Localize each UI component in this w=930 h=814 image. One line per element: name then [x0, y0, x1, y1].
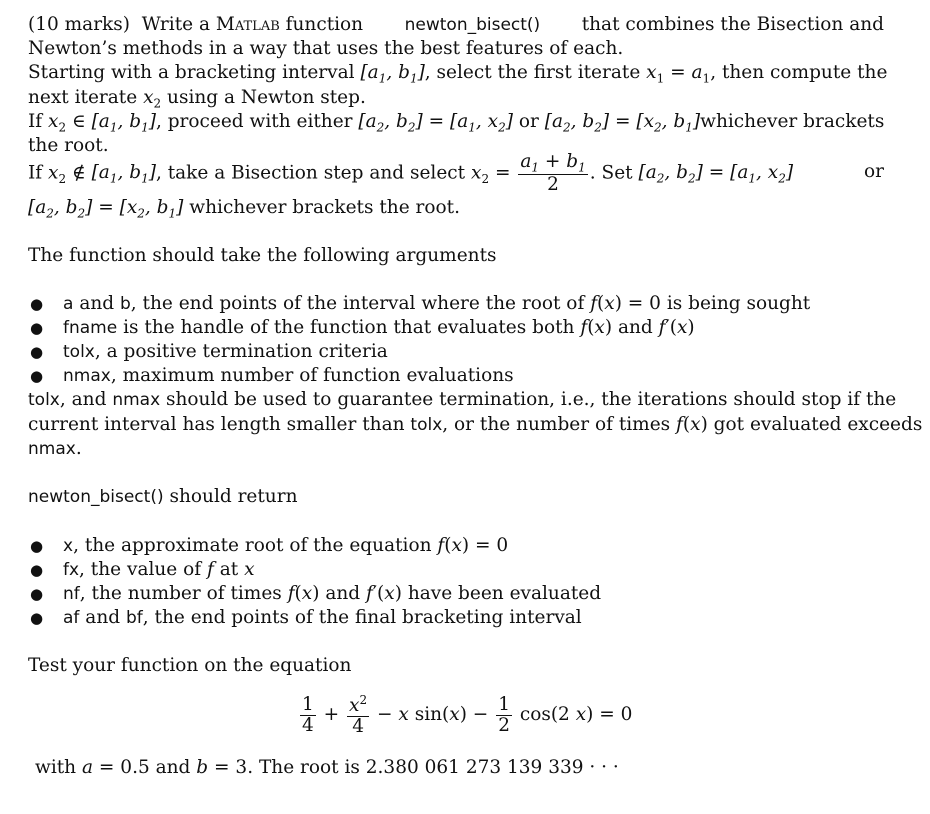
root-value: 2.380 061 273 139 339 [365, 757, 584, 778]
function-name: newton_bisect() [404, 15, 541, 35]
problem-line-8: [$a_2$, $b_2] = [x_2$, $b_1$] whichever brackets the root. [28, 197, 460, 221]
problem-line-1: (10 marks) Write a Matlab function newton_bisect() that combines the Bisection and [28, 14, 884, 35]
arg-item-fname: fname is the handle of the function that evaluates both f(x) and f′(x) [63, 317, 695, 338]
problem-line-5: If $x_2$ ∈ [$a_1$, $b_1$], proceed with either [$a_2$, $b_2] = [a_1$, $x_2$] or [$a_2$, $b_2] = [x_2$, $b_1$] whichever brackets [28, 111, 885, 135]
arg-item-a-b: a and b, the end points of the interval where the root of f(x) = 0 is being sought [63, 293, 811, 314]
termination-line-3: nmax. [28, 438, 82, 459]
bullet-icon: ● [30, 609, 44, 627]
matlab-word: Matlab [215, 14, 280, 35]
bullet-icon: ● [30, 537, 44, 555]
bullet-icon: ● [30, 585, 44, 603]
test-root-line: with a = 0.5 and b = 3. The root is 2.380 061 273 139 339 · · · [35, 757, 619, 778]
test-heading: Test your function on the equation [28, 655, 352, 676]
problem-line-3: Starting with a bracketing interval [$a_1$, $b_1$], select the first iterate $x_1 = a_1$, then compute the [28, 62, 888, 86]
returns-heading: newton_bisect() should return [28, 486, 298, 507]
bullet-icon: ● [30, 343, 44, 361]
problem-line-4: next iterate $x_2$ using a Newton step. [28, 87, 366, 111]
problem-line-2: Newton’s methods in a way that uses the best features of each. [28, 38, 624, 59]
a-value: 0.5 [120, 757, 150, 778]
bullet-icon: ● [30, 561, 44, 579]
test-equation: $\frac{1}{4}$ + $\frac{x^2}{4}$ − x sin(x) − $\frac{1}{2}$ cos(2 x) = 0 [302, 693, 633, 737]
arg-item-nmax: nmax, maximum number of function evaluations [63, 365, 514, 386]
bisection-fraction: $\frac{a_1 + b_1}{2}$ [520, 151, 586, 196]
b-value: 3 [235, 757, 248, 778]
return-item-fx: fx, the value of f at x [63, 559, 255, 580]
problem-line-6: the root. [28, 135, 109, 156]
termination-line-2: current interval has length smaller than tolx, or the number of times f(x) got evaluated exceeds [28, 414, 923, 435]
return-item-x: x, the approximate root of the equation f(x) = 0 [63, 535, 509, 556]
termination-line-1: tolx, and nmax should be used to guarantee termination, i.e., the iterations should stop if the [28, 389, 897, 410]
arg-item-tolx: tolx, a positive termination criteria [63, 341, 388, 362]
problem-line-7: If $x_2$ ∉ [$a_1$, $b_1$], take a Bisection step and select $x_2$ = $\frac{a_1 + b_1}{2}$ . Set [$a_2$, $b_2] = [a_1$, $x_2$] or [28, 151, 884, 196]
return-item-af-bf: af and bf, the end points of the final bracketing interval [63, 607, 582, 628]
bullet-icon: ● [30, 319, 44, 337]
return-item-nf: nf, the number of times f(x) and f′(x) have been evaluated [63, 583, 602, 604]
arguments-heading: The function should take the following arguments [28, 245, 497, 266]
bullet-icon: ● [30, 295, 44, 313]
bullet-icon: ● [30, 367, 44, 385]
marks-label: (10 marks) [28, 14, 130, 35]
